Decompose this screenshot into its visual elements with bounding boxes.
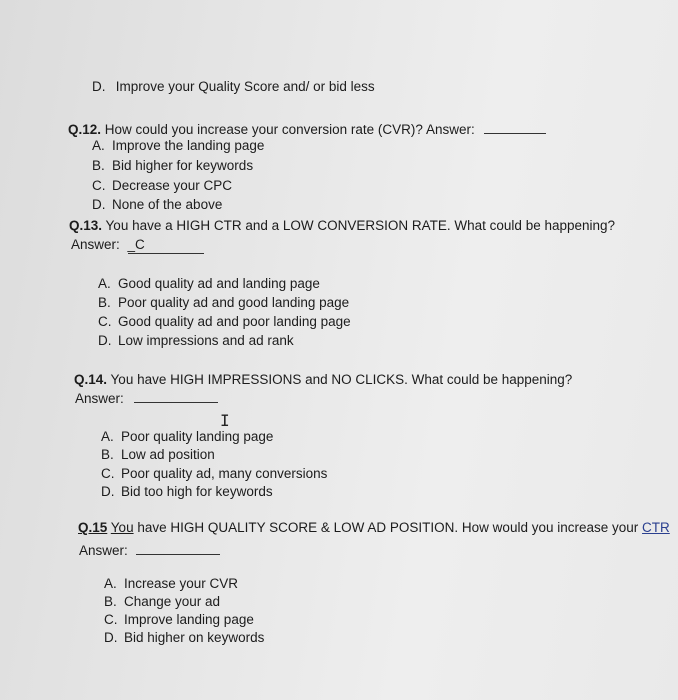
option-letter: D.	[101, 484, 115, 499]
answer-blank[interactable]	[134, 390, 218, 403]
question-14	[74, 372, 572, 388]
option-letter: A.	[98, 276, 111, 291]
option-text: Poor quality ad and good landing page	[118, 295, 350, 310]
option-letter: B.	[104, 594, 117, 609]
answer-label: Answer:	[79, 543, 128, 558]
question-number: Q.14.	[74, 372, 108, 387]
question-text: You have a HIGH CTR and a LOW CONVERSION RATE. What could be happening?	[105, 218, 616, 233]
q12-option-c	[92, 178, 232, 194]
option-text: Improve landing page	[124, 612, 254, 627]
option-text: Decrease your CPC	[112, 178, 233, 193]
option-letter: D.	[98, 333, 112, 348]
q13-option-b	[98, 295, 349, 311]
question-text: have HIGH QUALITY SCORE & LOW AD POSITION. How would you increase your	[137, 520, 639, 535]
q13-option-d	[98, 333, 294, 349]
question-text: You have HIGH IMPRESSIONS and NO CLICKS. What could be happening?	[110, 372, 573, 387]
option-text: Low impressions and ad rank	[118, 333, 294, 348]
q12-option-b	[92, 158, 253, 174]
option-letter: A.	[92, 138, 105, 153]
option-letter: B.	[98, 295, 111, 310]
text-cursor-icon: I	[220, 411, 230, 430]
q13-answer	[71, 237, 204, 253]
option-text: Good quality ad and landing page	[118, 276, 320, 291]
option-letter: D.	[92, 197, 106, 212]
option-text: Bid higher on keywords	[124, 630, 265, 645]
q12-option-a	[92, 138, 264, 154]
q13-option-a	[98, 276, 320, 292]
q14-option-b	[101, 447, 215, 463]
option-letter: B.	[101, 447, 114, 462]
q15-option-c	[104, 612, 254, 628]
option-letter: C.	[101, 466, 115, 481]
option-letter: D.	[92, 79, 106, 94]
answer-blank[interactable]	[136, 542, 220, 555]
q15-option-b	[104, 594, 220, 610]
option-text: Poor quality ad, many conversions	[121, 466, 328, 481]
q14-option-a	[101, 429, 273, 445]
answer-label: Answer:	[71, 237, 120, 252]
option-text: Increase your CVR	[124, 576, 239, 591]
question-text: How could you increase your conversion rate (CVR)? Answer:	[104, 122, 475, 137]
answer-blank[interactable]	[127, 237, 204, 252]
q15-answer	[79, 542, 220, 559]
option-text: Poor quality landing page	[121, 429, 274, 444]
question-12	[68, 121, 546, 138]
option-letter: D.	[104, 630, 118, 645]
option-letter: B.	[92, 158, 105, 173]
answer-label: Answer:	[75, 391, 124, 406]
option-letter: C.	[92, 178, 106, 193]
q12-option-d	[92, 197, 222, 213]
question-number: Q.13.	[69, 218, 103, 233]
option-text: Good quality ad and poor landing page	[118, 314, 351, 329]
q14-option-d	[101, 484, 273, 500]
question-15	[78, 520, 670, 536]
option-text: Improve the landing page	[112, 138, 265, 153]
q15-option-d	[104, 630, 264, 646]
q13-option-c	[98, 314, 351, 330]
option-letter: C.	[104, 612, 118, 627]
prev-option-d	[92, 79, 375, 95]
q14-option-c	[101, 466, 327, 482]
q15-option-a	[104, 576, 238, 592]
option-letter: A.	[104, 576, 117, 591]
option-text: Bid too high for keywords	[121, 484, 273, 499]
question-13	[69, 218, 615, 234]
option-text: Low ad position	[121, 447, 215, 462]
answer-blank[interactable]	[484, 121, 546, 134]
answer-value: _C	[128, 237, 204, 254]
option-letter: C.	[98, 314, 112, 329]
option-text: Bid higher for keywords	[112, 158, 254, 173]
q14-answer	[75, 390, 218, 407]
option-text: Improve your Quality Score and/ or bid less	[115, 79, 375, 94]
ctr-link[interactable]: CTR	[642, 520, 670, 535]
option-text: None of the above	[112, 197, 223, 212]
question-number: Q.12.	[68, 122, 102, 137]
option-letter: A.	[101, 429, 114, 444]
option-text: Change your ad	[124, 594, 221, 609]
question-number: Q.15	[78, 520, 108, 535]
question-first-word: You	[110, 520, 134, 535]
